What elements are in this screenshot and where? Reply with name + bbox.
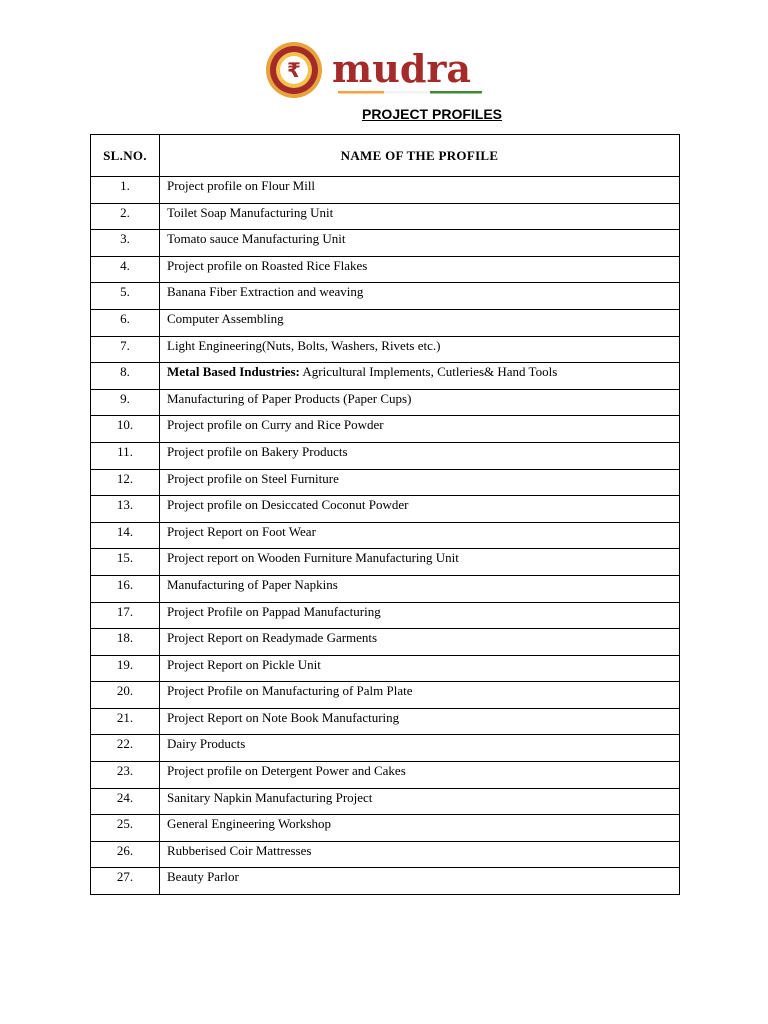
row-sl-no: 11. — [91, 442, 160, 469]
row-profile-name — [160, 363, 680, 390]
row-profile-name: Beauty Parlor — [160, 868, 680, 895]
row-profile-name: Project profile on Steel Furniture — [160, 469, 680, 496]
row-profile-category: Metal Based Industries: — [167, 364, 300, 380]
row-profile-name: Project Profile on Pappad Manufacturing — [160, 602, 680, 629]
table-row — [91, 442, 680, 469]
table-row — [91, 309, 680, 336]
row-profile-name: Toilet Soap Manufacturing Unit — [160, 203, 680, 230]
row-sl-no: 22. — [91, 735, 160, 762]
row-sl-no: 27. — [91, 868, 160, 895]
table-row — [91, 230, 680, 257]
row-sl-no: 6. — [91, 309, 160, 336]
row-profile-name: Tomato sauce Manufacturing Unit — [160, 230, 680, 257]
row-profile-name: Project report on Wooden Furniture Manufacturing Unit — [160, 549, 680, 576]
row-sl-no: 19. — [91, 655, 160, 682]
table-row — [91, 735, 680, 762]
row-sl-no: 23. — [91, 762, 160, 789]
row-sl-no: 17. — [91, 602, 160, 629]
logo-wordmark: mudra — [332, 46, 472, 91]
row-profile-items: Agricultural Implements, Cutleries& Hand Tools — [299, 364, 558, 380]
row-sl-no: 21. — [91, 708, 160, 735]
mudra-logo-graphic — [264, 40, 488, 100]
table-header-row — [91, 135, 680, 177]
row-profile-name: Project profile on Flour Mill — [160, 177, 680, 204]
row-profile-name: Project profile on Roasted Rice Flakes — [160, 256, 680, 283]
page-title-text: PROJECT PROFILES — [361, 106, 503, 122]
table-row — [91, 469, 680, 496]
table-row — [91, 682, 680, 709]
rupee-emblem-icon — [266, 42, 322, 98]
row-sl-no: 4. — [91, 256, 160, 283]
row-profile-name: Project profile on Desiccated Coconut Powder — [160, 496, 680, 523]
row-sl-no: 26. — [91, 841, 160, 868]
row-sl-no: 5. — [91, 283, 160, 310]
row-sl-no: 25. — [91, 815, 160, 842]
row-profile-name: Project profile on Bakery Products — [160, 442, 680, 469]
table-row — [91, 389, 680, 416]
row-sl-no: 2. — [91, 203, 160, 230]
row-profile-name: Rubberised Coir Mattresses — [160, 841, 680, 868]
row-sl-no: 16. — [91, 575, 160, 602]
row-sl-no: 3. — [91, 230, 160, 257]
table-row — [91, 788, 680, 815]
row-profile-name: Project Profile on Manufacturing of Palm Plate — [160, 682, 680, 709]
table-row — [91, 256, 680, 283]
row-profile-name: Project Report on Readymade Garments — [160, 629, 680, 656]
row-sl-no: 7. — [91, 336, 160, 363]
row-sl-no: 20. — [91, 682, 160, 709]
table-row — [91, 283, 680, 310]
row-profile-name: Dairy Products — [160, 735, 680, 762]
row-sl-no: 14. — [91, 522, 160, 549]
row-profile-name: Project Report on Note Book Manufacturing — [160, 708, 680, 735]
row-sl-no: 24. — [91, 788, 160, 815]
table-row — [91, 496, 680, 523]
row-profile-name: Project profile on Curry and Rice Powder — [160, 416, 680, 443]
table-row — [91, 841, 680, 868]
table-row — [91, 203, 680, 230]
rupee-symbol: ₹ — [287, 58, 301, 82]
table-row — [91, 868, 680, 895]
table-row — [91, 815, 680, 842]
table-row — [91, 336, 680, 363]
row-profile-name: Manufacturing of Paper Products (Paper Cups) — [160, 389, 680, 416]
mudra-logo — [264, 40, 488, 100]
table-row — [91, 762, 680, 789]
row-profile-name: Manufacturing of Paper Napkins — [160, 575, 680, 602]
page-title — [0, 106, 768, 122]
table-row — [91, 416, 680, 443]
row-profile-name: Computer Assembling — [160, 309, 680, 336]
table-row — [91, 549, 680, 576]
row-sl-no: 15. — [91, 549, 160, 576]
table-row — [91, 602, 680, 629]
row-profile-name: Sanitary Napkin Manufacturing Project — [160, 788, 680, 815]
row-profile-name: Project Report on Pickle Unit — [160, 655, 680, 682]
row-sl-no: 12. — [91, 469, 160, 496]
header-sl-no: SL.NO. — [91, 135, 160, 177]
logo-underline-white — [384, 91, 430, 94]
table-row — [91, 629, 680, 656]
row-sl-no: 8. — [91, 363, 160, 390]
header-profile-name: NAME OF THE PROFILE — [160, 135, 680, 177]
row-profile-name: Project Report on Foot Wear — [160, 522, 680, 549]
table-row — [91, 575, 680, 602]
logo-underline-saffron — [338, 91, 384, 94]
table-row — [91, 522, 680, 549]
profiles-table — [90, 134, 680, 895]
row-sl-no: 1. — [91, 177, 160, 204]
row-profile-name: Banana Fiber Extraction and weaving — [160, 283, 680, 310]
logo-underline-green — [430, 91, 482, 94]
table-row — [91, 655, 680, 682]
row-sl-no: 10. — [91, 416, 160, 443]
row-profile-name: Light Engineering(Nuts, Bolts, Washers, Rivets etc.) — [160, 336, 680, 363]
row-profile-name: Project profile on Detergent Power and Cakes — [160, 762, 680, 789]
table-row — [91, 177, 680, 204]
row-sl-no: 9. — [91, 389, 160, 416]
row-sl-no: 13. — [91, 496, 160, 523]
table-row — [91, 363, 680, 390]
table-row — [91, 708, 680, 735]
row-sl-no: 18. — [91, 629, 160, 656]
row-profile-name: General Engineering Workshop — [160, 815, 680, 842]
